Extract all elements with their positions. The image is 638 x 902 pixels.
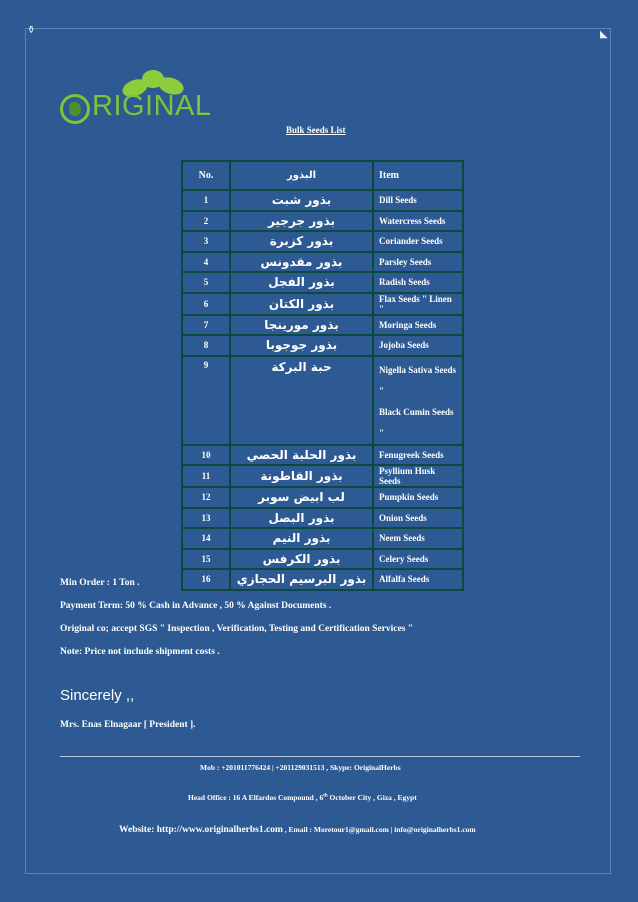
row-item: Radish Seeds [373,272,463,293]
row-item-line2: Black Cumin Seeds " [379,406,454,438]
row-no: 16 [182,569,230,590]
email-links[interactable]: , Email : Moretour1@gmail.com | info@originalherbs1.com [282,825,476,834]
header-arabic: البذور [230,161,373,190]
company-logo [60,66,232,124]
row-item: Psyllium Husk Seeds [373,465,463,487]
row-arabic: بذور القاطونة [230,465,373,487]
row-no: 9 [182,356,230,445]
footer-mobile: Mob : +201011776424 | +201129031513 , Skype: OriginalHerbs [200,763,401,772]
table-row [182,465,463,487]
row-arabic: بذور مورينجا [230,315,373,336]
row-arabic: بذور الكرفس [230,549,373,570]
row-arabic: حبة البركة [230,356,373,445]
row-arabic: بذور جوجوبا [230,335,373,356]
row-item: Dill Seeds [373,190,463,211]
row-arabic: بذور الفجل [230,272,373,293]
footer-divider [60,756,580,757]
row-no: 5 [182,272,230,293]
row-item: Onion Seeds [373,508,463,529]
row-no: 11 [182,465,230,487]
row-no: 15 [182,549,230,570]
row-item: Parsley Seeds [373,252,463,273]
row-no: 14 [182,528,230,549]
row-arabic: بذور كزبرة [230,231,373,252]
row-no: 2 [182,211,230,232]
row-no: 7 [182,315,230,336]
row-arabic: بذور شبت [230,190,373,211]
office-sup: th [323,793,328,799]
table-row [182,211,463,232]
row-arabic: لب ابيض سوبر [230,487,373,508]
row-no: 6 [182,293,230,315]
row-item: Celery Seeds [373,549,463,570]
table-header-row [182,161,463,190]
table-row [182,356,463,445]
seeds-table [181,160,464,591]
footer-contacts [119,825,476,835]
price-note: Note: Price not include shipment costs . [60,647,220,657]
row-arabic: بذور الكتان [230,293,373,315]
table-row [182,508,463,529]
row-no: 3 [182,231,230,252]
sgs-note: Original co; accept SGS " Inspection , Verification, Testing and Certification Services " [60,624,414,634]
table-row [182,487,463,508]
table-row [182,528,463,549]
row-arabic: بذور النيم [230,528,373,549]
row-arabic: بذور الحلبة الحصي [230,445,373,466]
table-row [182,231,463,252]
website-link[interactable]: Website: http://www.originalherbs1.com [119,825,283,835]
row-no: 13 [182,508,230,529]
row-item: Watercress Seeds [373,211,463,232]
header-no: No. [182,161,230,190]
row-arabic: بذور مقدونس [230,252,373,273]
table-row [182,549,463,570]
table-row [182,315,463,336]
table-row [182,190,463,211]
corner-mark-icon: ⚱ [27,25,36,36]
row-arabic: بذور جرجير [230,211,373,232]
row-arabic: بذور البرسيم الحجازي [230,569,373,590]
row-no: 8 [182,335,230,356]
logo-text: RIGINAL [92,90,212,122]
row-no: 4 [182,252,230,273]
row-item: Pumpkin Seeds [373,487,463,508]
office-part-a: Head Office : 16 A Elfardos Compound , 6 [188,793,324,802]
row-item: Alfalfa Seeds [373,569,463,590]
document-title: Bulk Seeds List [286,125,346,135]
min-order-note: Min Order : 1 Ton . [60,578,140,588]
row-item: Coriander Seeds [373,231,463,252]
row-item: Jojoba Seeds [373,335,463,356]
footer-office [188,793,417,802]
table-row [182,569,463,590]
closing-sincerely: Sincerely ,, [60,687,135,704]
row-arabic: بذور البصل [230,508,373,529]
row-no: 12 [182,487,230,508]
row-item: Moringa Seeds [373,315,463,336]
table-row [182,335,463,356]
table-row [182,272,463,293]
row-item: Flax Seeds " Linen " [373,293,463,315]
row-item: Fenugreek Seeds [373,445,463,466]
row-item-line1: Nigella Sativa Seeds " [379,364,457,396]
row-item: Neem Seeds [373,528,463,549]
row-item [373,356,463,445]
payment-term-note: Payment Term: 50 % Cash in Advance , 50 % Against Documents . [60,601,332,611]
table-row [182,252,463,273]
corner-arrow-icon: ◣ [600,29,608,40]
table-row [182,445,463,466]
row-no: 10 [182,445,230,466]
globe-icon [60,94,90,124]
office-part-b: October City , Giza , Egypt [327,793,417,802]
row-no: 1 [182,190,230,211]
header-item: Item [373,161,463,190]
table-row [182,293,463,315]
signer-name: Mrs. Enas Elnagaar [ President ]. [60,720,196,730]
